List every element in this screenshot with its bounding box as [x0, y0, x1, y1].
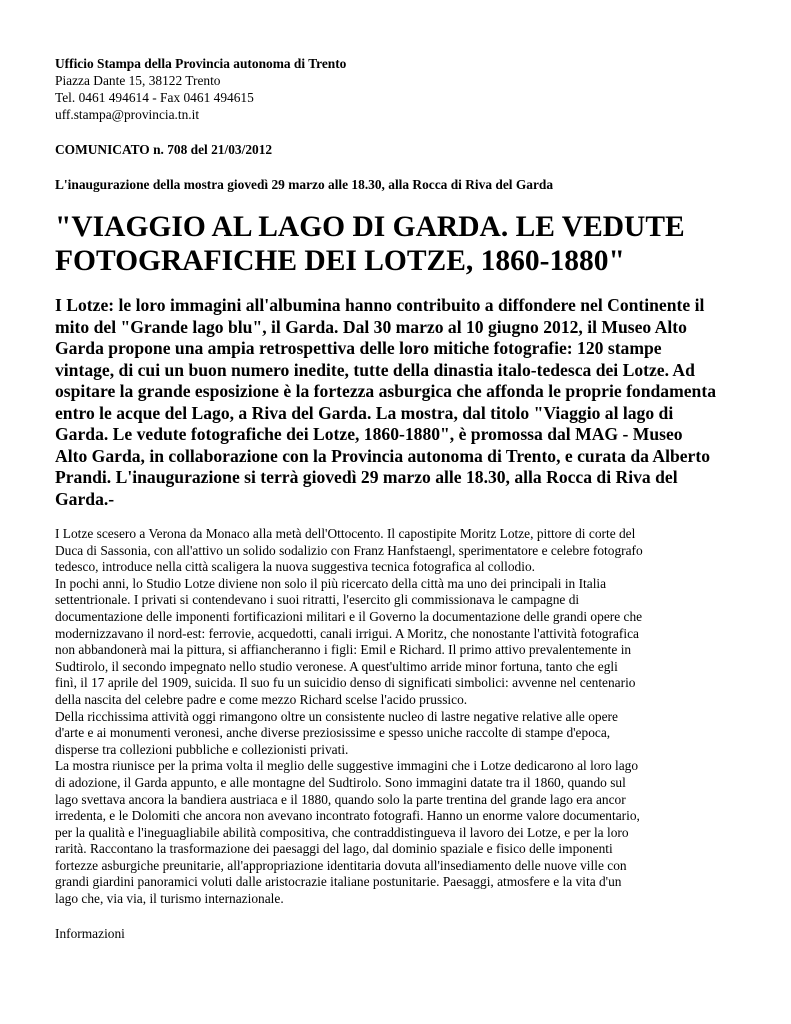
body-line: Duca di Sassonia, con all'attivo un solido sodalizio con Franz Hanfstaengl, sperimentatore e celebre fotografo — [55, 542, 643, 558]
lead-line: ospitare la grande esposizione è la fortezza asburgica che affonda le proprie fondamenta — [55, 381, 717, 401]
info-section-label: Informazioni — [55, 925, 125, 941]
address-line: Piazza Dante 15, 38122 Trento — [55, 73, 221, 88]
body-line: di adozione, il Garda appunto, e alle montagne del Sudtirolo. Sono immagini datate tra il 1860, quando sul — [55, 774, 626, 790]
body-line: Sudtirolo, il secondo impegnato nello studio veronese. A quest'ultimo arride minor fortuna, tanto che egli — [55, 658, 618, 674]
body-line: modernizzavano il nord-est: ferrovie, acquedotti, canali irrigui. A Moritz, che nonostante l'attività fotografica — [55, 625, 639, 641]
body-line: lago svettava ancora la bandiera austriaca e il 1880, quando solo la parte trentina del grande lago era ancor — [55, 791, 626, 807]
phone-fax-line: Tel. 0461 494614 - Fax 0461 494615 — [55, 90, 254, 105]
organization-name: Ufficio Stampa della Provincia autonoma di Trento — [55, 56, 347, 71]
title-line: "VIAGGIO AL LAGO DI GARDA. LE VEDUTE — [55, 211, 685, 243]
lead-line: Prandi. L'inaugurazione si terrà giovedì 29 marzo alle 18.30, alla Rocca di Riva del — [55, 467, 678, 487]
body-line: documentazione delle imponenti fortificazioni militari e il Governo la documentazione delle grandi opere che — [55, 608, 643, 624]
lead-line: Garda.- — [55, 488, 115, 509]
event-subheading: L'inaugurazione della mostra giovedì 29 marzo alle 18.30, alla Rocca di Riva del Garda — [55, 177, 554, 192]
lead-line: Garda. Le vedute fotografiche dei Lotze, 1860-1880", è promossa dal MAG - Museo — [55, 424, 683, 444]
communique-number: COMUNICATO n. 708 del 21/03/2012 — [55, 142, 273, 157]
body-line: settentrionale. I privati si contendevano i suoi ritratti, l'esercito gli commissionava le campagne di — [55, 592, 580, 608]
press-release-page — [55, 55, 745, 942]
body-line: non abbandonerà mai la pittura, si affiancheranno i figli: Emil e Richard. Il primo attivo prevalentemente in — [55, 642, 632, 658]
body-line: fortezze asburgiche preunitarie, all'appropriazione identitaria dovuta all'insediamento delle nuove ville con — [55, 857, 627, 873]
body-line: d'arte e ai monumenti veronesi, anche diverse preziosissime e spesso uniche raccolte di stampe d'epoca, — [55, 725, 611, 741]
body-line: lago che, via via, il turismo internazionale. — [55, 891, 284, 907]
body-line: grandi giardini panoramici voluti dalle aristocrazie italiane postunitarie. Paesaggi, atmosfere e la vita d'un — [55, 874, 622, 890]
email-address: uff.stampa@provincia.tn.it — [55, 107, 200, 122]
lead-line: I Lotze: le loro immagini all'albumina hanno contribuito a diffondere nel Continente il — [55, 295, 705, 315]
body-line: La mostra riunisce per la prima volta il meglio delle suggestive immagini che i Lotze dedicarono al loro lago — [55, 758, 639, 774]
body-text — [55, 526, 745, 908]
body-line: della nascita del celebre padre e come mezzo Richard scelse l'acido prussico. — [55, 691, 468, 707]
press-office-header — [55, 55, 745, 123]
body-line: I Lotze scesero a Verona da Monaco alla metà dell'Ottocento. Il capostipite Moritz Lotze, pittore di corte del — [55, 526, 636, 541]
lead-paragraph — [55, 295, 745, 510]
body-line: tedesco, introduce nella città scaligera la nuova suggestiva tecnica fotografica al collodio. — [55, 559, 536, 575]
lead-line: vintage, di cui un buon numero inedite, tutte della dinastia italo-tedesca dei Lotze. Ad — [55, 359, 695, 380]
lead-line: mito del "Grande lago blu", il Garda. Dal 30 marzo al 10 giugno 2012, il Museo Alto — [55, 316, 687, 337]
body-line: In pochi anni, lo Studio Lotze diviene non solo il più ricercato della città ma uno dei principali in Italia — [55, 575, 607, 591]
body-line: finì, il 17 aprile del 1909, suicida. Il suo fu un suicidio denso di significati simbolici: avvenne nel centenario — [55, 675, 636, 691]
body-line: per la qualità e l'ineguagliabile abilità compositiva, che contraddistingueva il lavoro dei Lotze, e per la loro — [55, 824, 629, 840]
lead-line: entro le acque del Lago, a Riva del Garda. La mostra, dal titolo "Viaggio al lago di — [55, 402, 674, 423]
title-line: FOTOGRAFICHE DEI LOTZE, 1860-1880" — [55, 245, 625, 277]
body-line: disperse tra collezioni pubbliche e collezionisti privati. — [55, 741, 349, 757]
lead-line: Garda propone una ampia retrospettiva delle loro mitiche fotografie: 120 stampe — [55, 338, 662, 358]
lead-line: Alto Garda, in collaborazione con la Provincia autonoma di Trento, e curata da Alberto — [55, 445, 711, 466]
body-line: Della ricchissima attività oggi rimangono oltre un consistente nucleo di lastre negative relative alle opere — [55, 708, 618, 724]
press-release-title — [55, 210, 745, 278]
body-line: rarità. Raccontano la trasformazione dei paesaggi del lago, dal dominio spaziale e fisico delle imponenti — [55, 841, 613, 857]
body-line: irredenta, e le Dolomiti che ancora non avevano incontrato fotografi. Hanno un enorme valore documentario, — [55, 808, 640, 824]
